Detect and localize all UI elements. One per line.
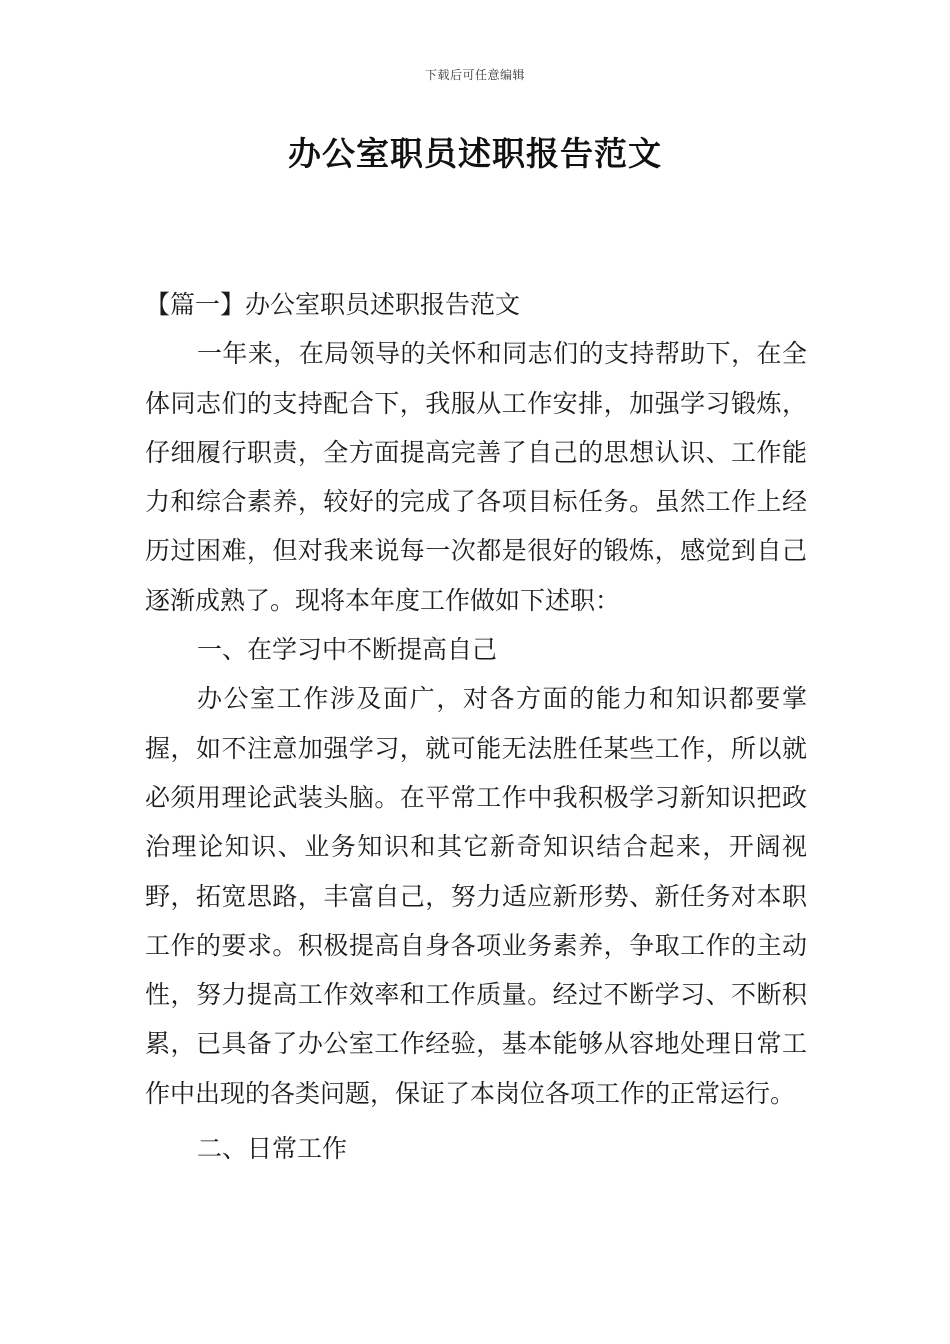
heading-daily-work: 二、日常工作 bbox=[197, 1134, 348, 1164]
section-label: 【篇一】办公室职员述职报告范文 bbox=[145, 290, 521, 319]
heading-study: 一、在学习中不断提高自己 bbox=[197, 635, 498, 665]
document-body bbox=[145, 280, 807, 1173]
paragraph-intro: 一年来，在局领导的关怀和同志们的支持帮助下，在全体同志们的支持配合下，我服从工作安排，加强学习锻炼，仔细履行职责，全方面提高完善了自己的思想认识、工作能力和综合素养，较好的完成了各项目标任务。虽然工作上经历过困难，但对我来说每一次都是很好的锻炼，感觉到自己逐渐成熟了。现将本年度工作做如下述职： bbox=[145, 339, 807, 615]
paragraph-study: 办公室工作涉及面广，对各方面的能力和知识都要掌握，如不注意加强学习，就可能无法胜任某些工作，所以就必须用理论武装头脑。在平常工作中我积极学习新知识把政治理论知识、业务知识和其它新奇知识结合起来，开阔视野，拓宽思路，丰富自己，努力适应新形势、新任务对本职工作的要求。积极提高自身各项业务素养，争取工作的主动性，努力提高工作效率和工作质量。经过不断学习、不断积累，已具备了办公室工作经验，基本能够从容地处理日常工作中出现的各类问题，保证了本岗位各项工作的正常运行。 bbox=[145, 684, 807, 1108]
header-note: 下载后可任意编辑 bbox=[424, 68, 525, 82]
document-title: 办公室职员述职报告范文 bbox=[288, 134, 662, 173]
